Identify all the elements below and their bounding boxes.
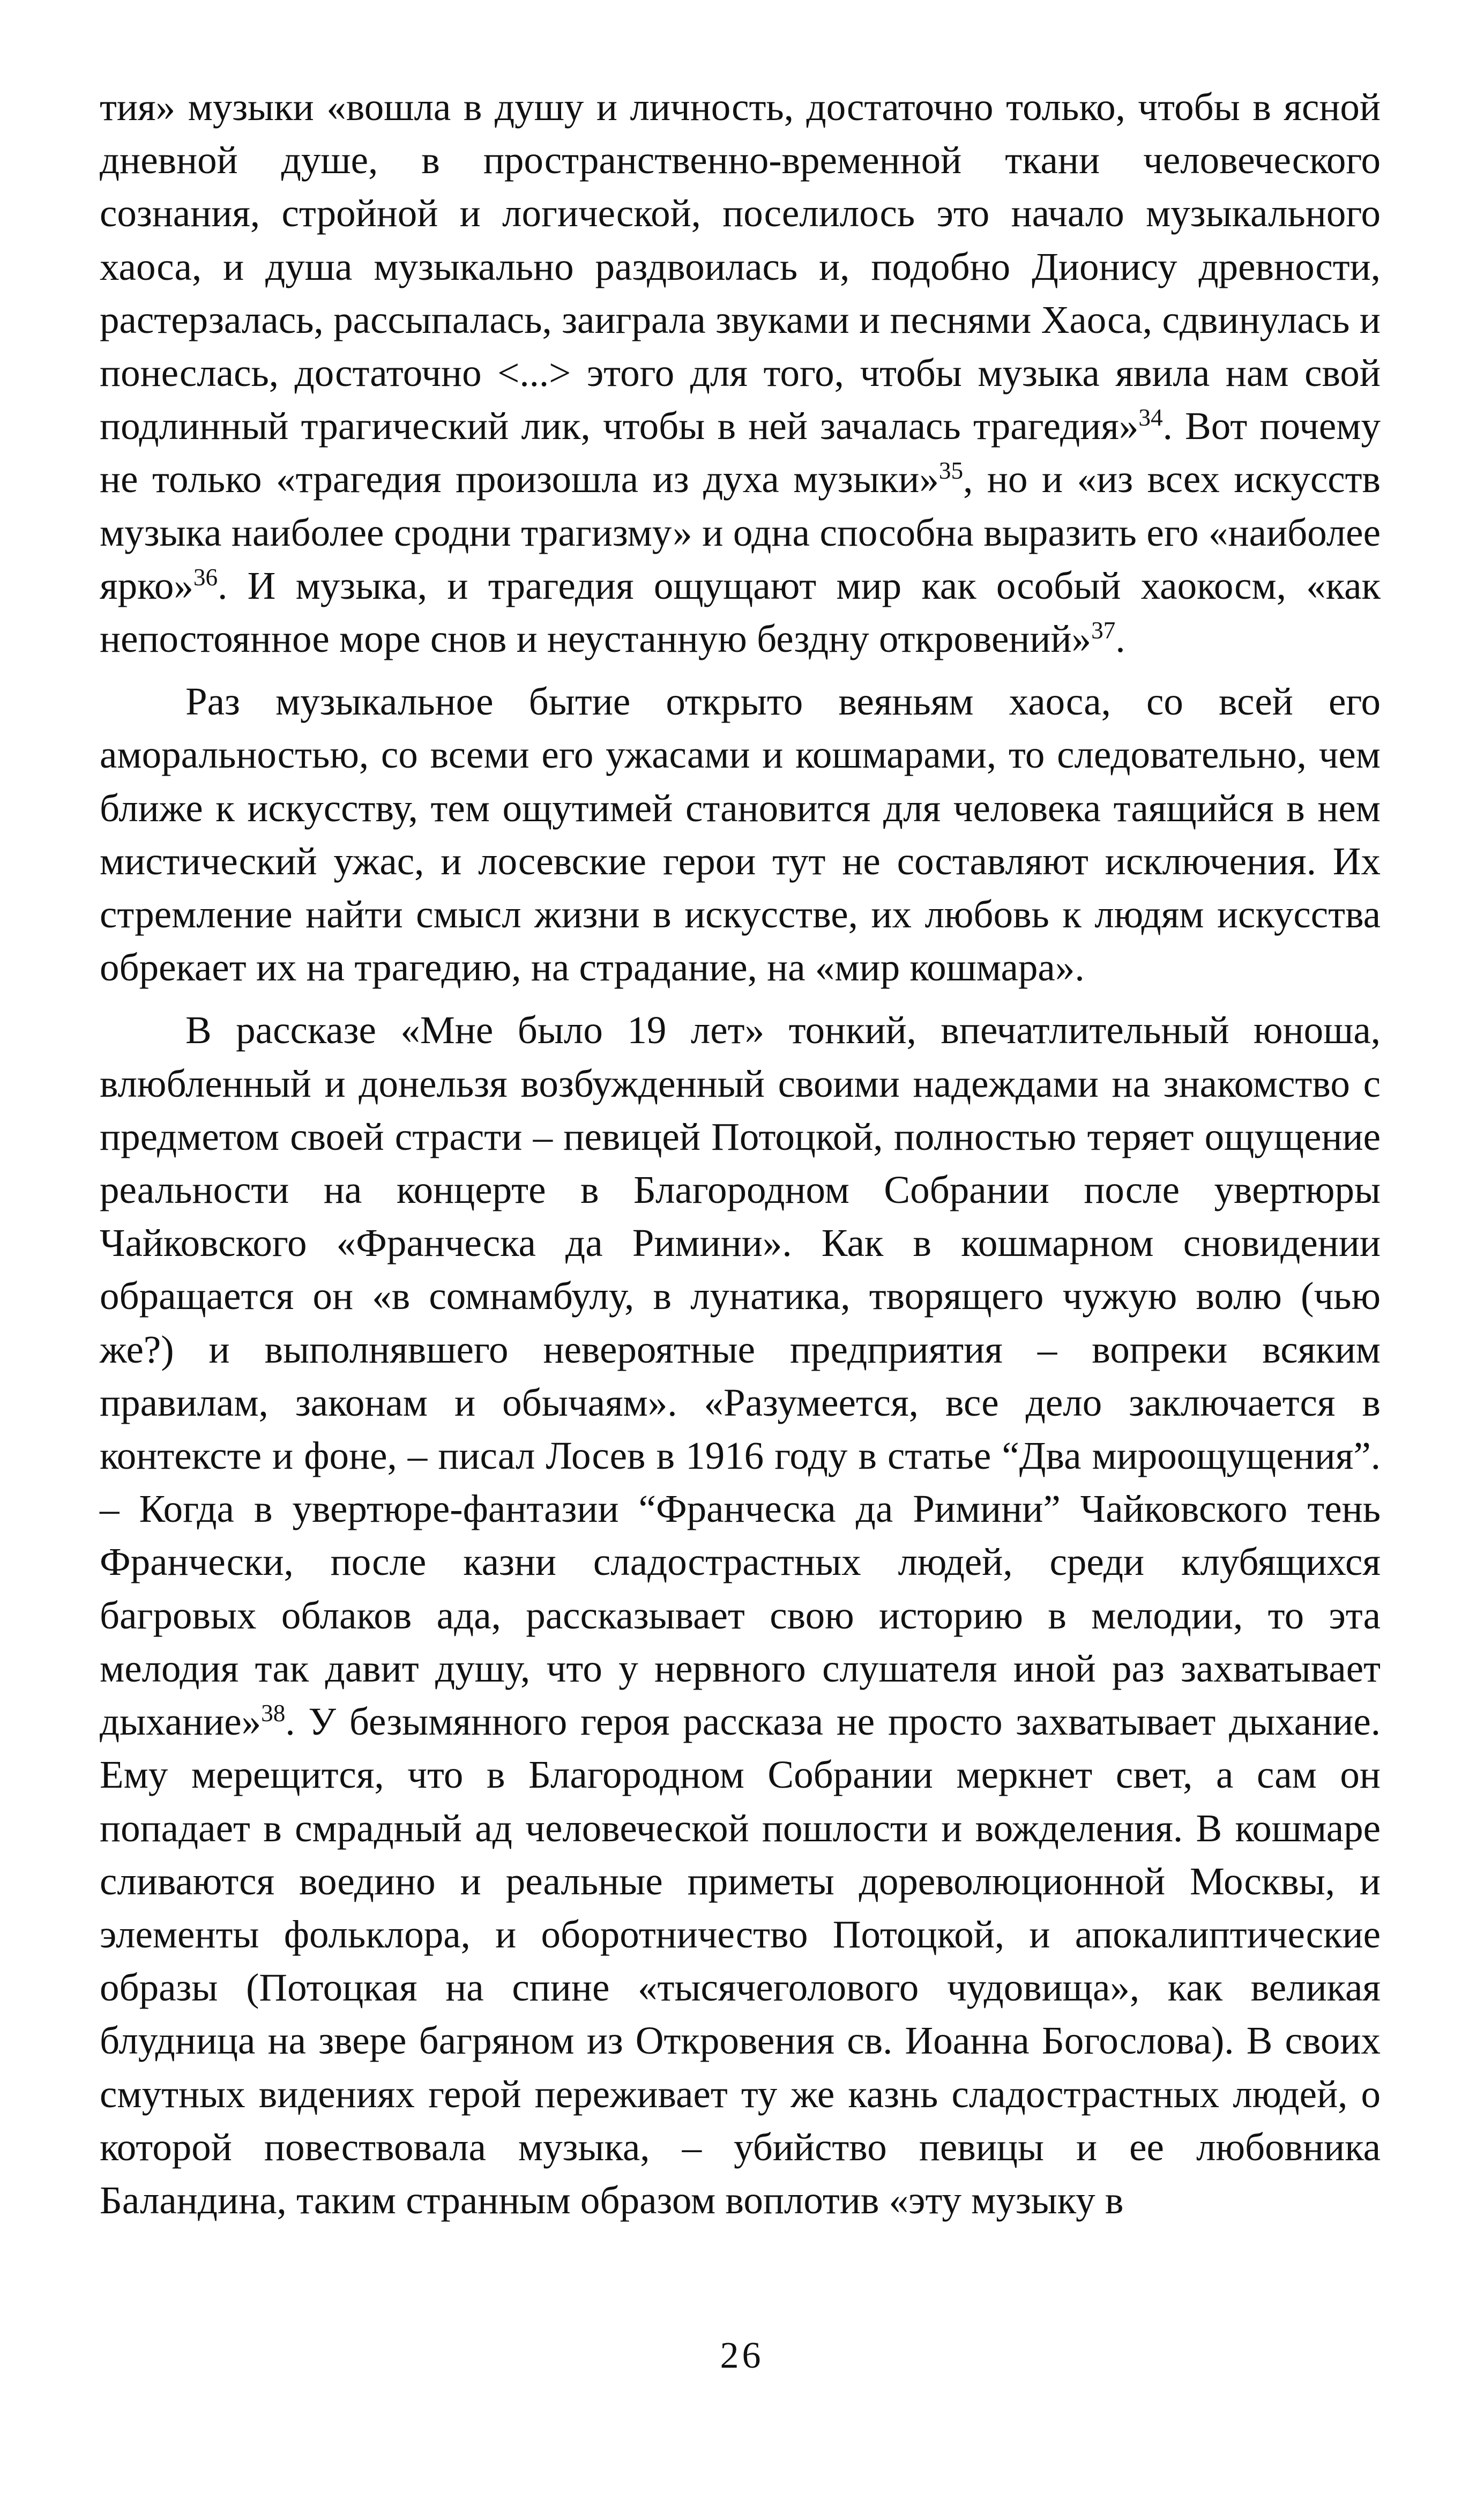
paragraph [100, 675, 1381, 994]
text-segment: , но и «из всех искусств музыка наиболее сродни трагизму» и одна способна выразить его «наиболее ярко» [100, 457, 1381, 607]
text-segment: В рассказе «Мне было 19 лет» тонкий, впечатлительный юноша, влюбленный и донельзя возбужденный своими надеждами на знакомство с предметом своей страсти – певицей Потоцкой, полностью теряет ощущение реальности на концерте в Благородном Собрании после увертюры Чайковского «Франческа да Римини». Как в кошмарном сновидении обращается он «в сомнамбулу, в лунатика, творящего чужую волю (чью же?) и выполнявшего невероятные предприятия – вопреки всяким правилам, законам и обычаям». «Разумеется, все дело заключается в контексте и фоне, – писал Лосев в 1916 году в статье “Два мироощущения”. – Когда в увертюре-фантазии “Франческа да Римини” Чайковского тень Франчески, после казни сладострастных людей, среди клубящихся багровых облаков ада, рассказывает свою историю в мелодии, то эта мелодия так давит душу, что у нервного слушателя иной раз захватывает дыхание» [100, 1008, 1381, 1744]
footnote-marker: 36 [193, 563, 218, 591]
footnote-marker: 37 [1091, 617, 1116, 644]
footnote-marker: 38 [261, 1700, 286, 1727]
text-segment: . [1115, 617, 1125, 661]
footnote-marker: 34 [1138, 404, 1163, 432]
text-segment: тия» музыки «вошла в душу и личность, достаточно только, чтобы в ясной дневной душе, в пространственно-временной ткани человеческого сознания, стройной и логической, поселилось это начало музыкального хаоса, и душа музыкально раздвоилась и, подобно Дионису древности, растерзалась, рассыпалась, заиграла звуками и песнями Хаоса, сдвинулась и понеслась, достаточно <...> этого для того, чтобы музыка явила нам свой подлинный трагический лик, чтобы в ней зачалась трагедия» [100, 85, 1381, 448]
text-segment: . У безымянного героя рассказа не просто захватывает дыхание. Ему мерещится, что в Благородном Собрании меркнет свет, а сам он попадает в смрадный ад человеческой пошлости и вожделения. В кошмаре сливаются воедино и реальные приметы дореволюционной Москвы, и элементы фольклора, и оборотничество Потоцкой, и апокалиптические образы (Потоцкая на спине «тысячеголового чудовища», как великая блудница на звере багряном из Откровения св. Иоанна Богослова). В своих смутных видениях герой переживает ту же казнь сладострастных людей, о которой повествовала музыка, – убийство певицы и ее любовника Баландина, таким странным образом воплотив «эту музыку в [100, 1700, 1381, 2222]
text-segment: Раз музыкальное бытие открыто веяньям хаоса, со всей его аморальностью, со всеми его ужасами и кошмарами, то следовательно, чем ближе к искусству, тем ощутимей становится для человека таящийся в нем мистический ужас, и лосевские герои тут не составляют исключения. Их стремление найти смысл жизни в искусстве, их любовь к людям искусства обрекает их на трагедию, на страдание, на «мир кошмара». [100, 680, 1381, 990]
body-text [100, 80, 1381, 2227]
page-number: 26 [720, 2335, 764, 2376]
paragraph [100, 1003, 1381, 2227]
text-segment: . И музыка, и трагедия ощущают мир как особый хаокосм, «как непостоянное море снов и неустанную бездну откровений» [100, 563, 1381, 661]
footnote-marker: 35 [938, 457, 964, 485]
text-segment: . Вот почему не только «трагедия произошла из духа музыки» [100, 404, 1381, 501]
paragraph [100, 80, 1381, 665]
